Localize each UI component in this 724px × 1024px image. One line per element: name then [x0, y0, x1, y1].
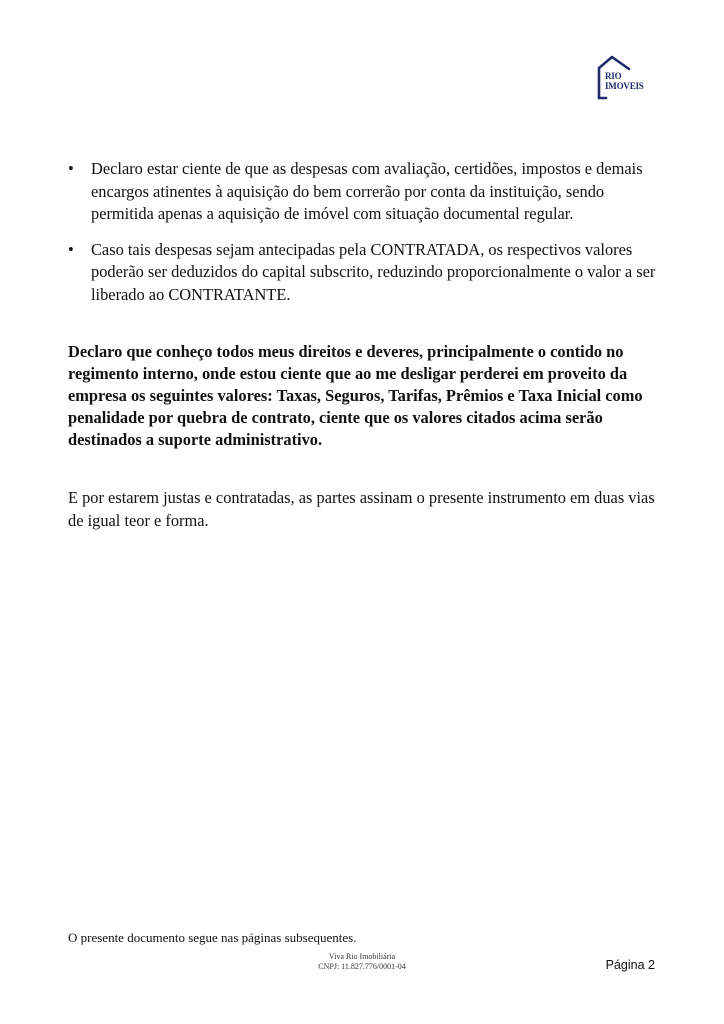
- logo-text-line2: IMOVEIS: [605, 81, 644, 91]
- clause-text: Caso tais despesas sejam antecipadas pela CONTRATADA, os respectivos valores poderão ser deduzidos do capital subscrito, reduzindo proporcionalmente o valor a ser liberado ao CONTRATANTE.: [91, 239, 656, 304]
- clause-text: Declaro estar ciente de que as despesas com avaliação, certidões, impostos e demais encargos atinentes à aquisição do bem correrão por conta da instituição, sendo permitida apenas a aquisição de imóvel com situação documental regular.: [91, 159, 643, 223]
- bullet-icon: •: [68, 159, 74, 178]
- list-item: [68, 158, 658, 226]
- bullet-icon: •: [68, 239, 74, 259]
- list-item: [68, 239, 658, 307]
- footer-company-name: Viva Rio Imobiliária: [328, 952, 396, 961]
- clause-list: [68, 158, 658, 319]
- page-number: Página 2: [605, 958, 655, 972]
- closing-paragraph: E por estarem justas e contratadas, as partes assinam o presente instrumento em duas vias de igual teor e forma.: [68, 488, 655, 530]
- continuation-note: O presente documento segue nas páginas subsequentes.: [68, 930, 357, 945]
- footer-cnpj: CNPJ: 11.827.776/0001-04: [318, 962, 406, 971]
- declaration-paragraph: Declaro que conheço todos meus direitos e deveres, principalmente o contido no regimento interno, onde estou ciente que ao me desligar perderei em proveito da empresa os seguintes valores: Taxas, Seguros, Tarifas, Prêmios e Taxa Inicial como penalidade por quebra de contrato, ciente que os valores citados acima serão destinados a suporte administrativo.: [68, 342, 643, 449]
- company-logo: [596, 54, 654, 100]
- logo-text-line1: RIO: [605, 71, 622, 81]
